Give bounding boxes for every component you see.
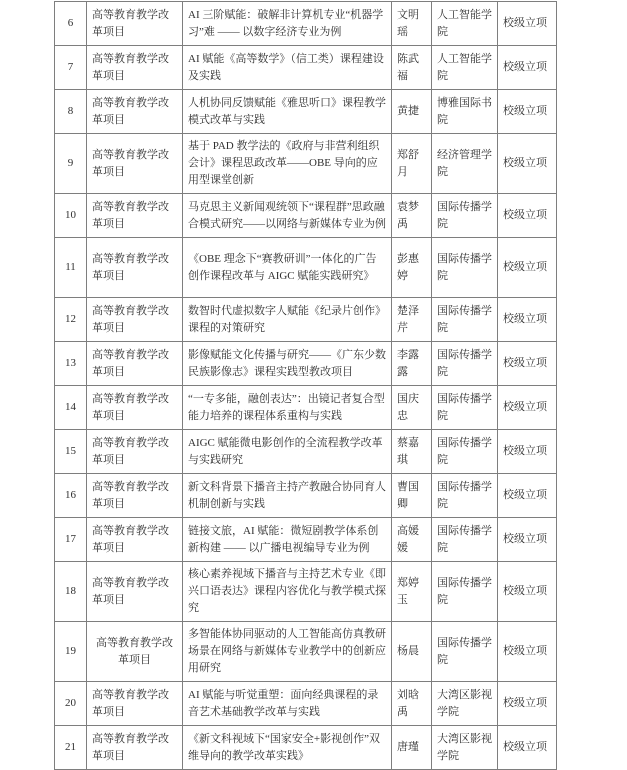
project-title-cell: 《新文科视域下“国家安全+影视创作”双维导向的教学改革实践》 [183, 726, 392, 770]
project-title-cell: 链接文旅，AI 赋能：微短剧教学体系创新构建 —— 以广播电视编导专业为例 [183, 518, 392, 562]
row-number-cell: 11 [55, 238, 87, 298]
project-type-cell: 高等教育教学改革项目 [87, 474, 183, 518]
table-row [55, 2, 557, 46]
table-row [55, 298, 557, 342]
level-cell: 校级立项 [498, 90, 557, 134]
project-title-cell: 人机协同反馈赋能《雅思听口》课程教学模式改革与实践 [183, 90, 392, 134]
project-type-cell: 高等教育教学改革项目 [87, 46, 183, 90]
school-cell: 大湾区影视学院 [432, 682, 498, 726]
project-title-cell: 影像赋能文化传播与研究——《广东少数民族影像志》课程实践型教改项目 [183, 342, 392, 386]
project-type-cell: 高等教育教学改革项目 [87, 430, 183, 474]
projects-table-body [55, 2, 557, 770]
table-row [55, 386, 557, 430]
level-cell: 校级立项 [498, 386, 557, 430]
row-number-cell: 6 [55, 2, 87, 46]
school-cell: 国际传播学院 [432, 238, 498, 298]
leader-name-cell: 国庆忠 [392, 386, 432, 430]
level-cell: 校级立项 [498, 562, 557, 622]
leader-name-cell: 文明瑶 [392, 2, 432, 46]
project-title-cell: 核心素养视域下播音与主持艺术专业《即兴口语表达》课程内容优化与教学模式探究 [183, 562, 392, 622]
project-title-cell: “一专多能，融创表达”：出镜记者复合型能力培养的课程体系重构与实践 [183, 386, 392, 430]
leader-name-cell: 袁梦禹 [392, 194, 432, 238]
table-row [55, 134, 557, 194]
school-cell: 人工智能学院 [432, 46, 498, 90]
school-cell: 国际传播学院 [432, 562, 498, 622]
row-number-cell: 20 [55, 682, 87, 726]
project-type-cell: 高等教育教学改革项目 [87, 342, 183, 386]
school-cell: 大湾区影视学院 [432, 726, 498, 770]
leader-name-cell: 唐瑾 [392, 726, 432, 770]
table-row [55, 342, 557, 386]
leader-name-cell: 高媛媛 [392, 518, 432, 562]
level-cell: 校级立项 [498, 134, 557, 194]
row-number-cell: 15 [55, 430, 87, 474]
row-number-cell: 21 [55, 726, 87, 770]
row-number-cell: 12 [55, 298, 87, 342]
level-cell: 校级立项 [498, 298, 557, 342]
project-title-cell: AI 赋能《高等数学》（信工类）课程建设及实践 [183, 46, 392, 90]
leader-name-cell: 郑婷玉 [392, 562, 432, 622]
table-row [55, 46, 557, 90]
project-type-cell: 高等教育教学改革项目 [87, 562, 183, 622]
school-cell: 国际传播学院 [432, 298, 498, 342]
school-cell: 国际传播学院 [432, 342, 498, 386]
level-cell: 校级立项 [498, 430, 557, 474]
school-cell: 国际传播学院 [432, 430, 498, 474]
project-type-cell: 高等教育教学改革项目 [87, 518, 183, 562]
school-cell: 博雅国际书院 [432, 90, 498, 134]
project-title-cell: 《OBE 理念下“赛教研训”一体化的广告创作课程改革与 AIGC 赋能实践研究》 [183, 238, 392, 298]
projects-table [54, 1, 557, 770]
project-title-cell: 数智时代虚拟数字人赋能《纪录片创作》课程的对策研究 [183, 298, 392, 342]
leader-name-cell: 郑舒月 [392, 134, 432, 194]
table-row [55, 518, 557, 562]
leader-name-cell: 黄捷 [392, 90, 432, 134]
project-type-cell: 高等教育教学改革项目 [87, 298, 183, 342]
row-number-cell: 17 [55, 518, 87, 562]
leader-name-cell: 李露露 [392, 342, 432, 386]
school-cell: 国际传播学院 [432, 386, 498, 430]
row-number-cell: 19 [55, 622, 87, 682]
project-type-cell: 高等教育教学改革项目 [87, 726, 183, 770]
school-cell: 国际传播学院 [432, 474, 498, 518]
row-number-cell: 13 [55, 342, 87, 386]
table-row [55, 430, 557, 474]
leader-name-cell: 陈武福 [392, 46, 432, 90]
project-title-cell: AIGC 赋能微电影创作的全流程教学改革与实践研究 [183, 430, 392, 474]
level-cell: 校级立项 [498, 726, 557, 770]
project-type-cell: 高等教育教学改革项目 [87, 238, 183, 298]
project-title-cell: 马克思主义新闻观统领下“课程群”思政融合模式研究——以网络与新媒体专业为例 [183, 194, 392, 238]
project-type-cell: 高等教育教学改革项目 [87, 682, 183, 726]
project-type-cell: 高等教育教学改革项目 [87, 90, 183, 134]
table-row [55, 238, 557, 298]
table-row [55, 90, 557, 134]
project-type-cell: 高等教育教学改革项目 [87, 2, 183, 46]
row-number-cell: 18 [55, 562, 87, 622]
project-title-cell: 多智能体协同驱动的人工智能高仿真教研场景在网络与新媒体专业教学中的创新应用研究 [183, 622, 392, 682]
project-title-cell: AI 三阶赋能：破解非计算机专业“机器学习”难 —— 以数字经济专业为例 [183, 2, 392, 46]
project-type-cell: 高等教育教学改革项目 [87, 386, 183, 430]
table-row [55, 562, 557, 622]
project-title-cell: 新文科背景下播音主持产教融合协同育人机制创新与实践 [183, 474, 392, 518]
table-row [55, 726, 557, 770]
level-cell: 校级立项 [498, 474, 557, 518]
level-cell: 校级立项 [498, 238, 557, 298]
level-cell: 校级立项 [498, 2, 557, 46]
table-row [55, 474, 557, 518]
table-row [55, 194, 557, 238]
school-cell: 国际传播学院 [432, 518, 498, 562]
row-number-cell: 7 [55, 46, 87, 90]
row-number-cell: 9 [55, 134, 87, 194]
school-cell: 国际传播学院 [432, 622, 498, 682]
row-number-cell: 8 [55, 90, 87, 134]
level-cell: 校级立项 [498, 194, 557, 238]
level-cell: 校级立项 [498, 622, 557, 682]
school-cell: 人工智能学院 [432, 2, 498, 46]
school-cell: 经济管理学院 [432, 134, 498, 194]
leader-name-cell: 刘晗禹 [392, 682, 432, 726]
level-cell: 校级立项 [498, 518, 557, 562]
table-row [55, 682, 557, 726]
project-title-cell: 基于 PAD 教学法的《政府与非营利组织会计》课程思政改革——OBE 导向的应用型课堂创新 [183, 134, 392, 194]
row-number-cell: 14 [55, 386, 87, 430]
level-cell: 校级立项 [498, 682, 557, 726]
level-cell: 校级立项 [498, 46, 557, 90]
leader-name-cell: 楚泽芹 [392, 298, 432, 342]
leader-name-cell: 蔡嘉琪 [392, 430, 432, 474]
project-title-cell: AI 赋能与听觉重塑：面向经典课程的录音艺术基础教学改革与实践 [183, 682, 392, 726]
leader-name-cell: 曹国卿 [392, 474, 432, 518]
project-type-cell: 高等教育教学改革项目 [87, 622, 183, 682]
table-row [55, 622, 557, 682]
leader-name-cell: 杨晨 [392, 622, 432, 682]
school-cell: 国际传播学院 [432, 194, 498, 238]
level-cell: 校级立项 [498, 342, 557, 386]
leader-name-cell: 彭惠婷 [392, 238, 432, 298]
row-number-cell: 10 [55, 194, 87, 238]
project-type-cell: 高等教育教学改革项目 [87, 134, 183, 194]
project-type-cell: 高等教育教学改革项目 [87, 194, 183, 238]
row-number-cell: 16 [55, 474, 87, 518]
